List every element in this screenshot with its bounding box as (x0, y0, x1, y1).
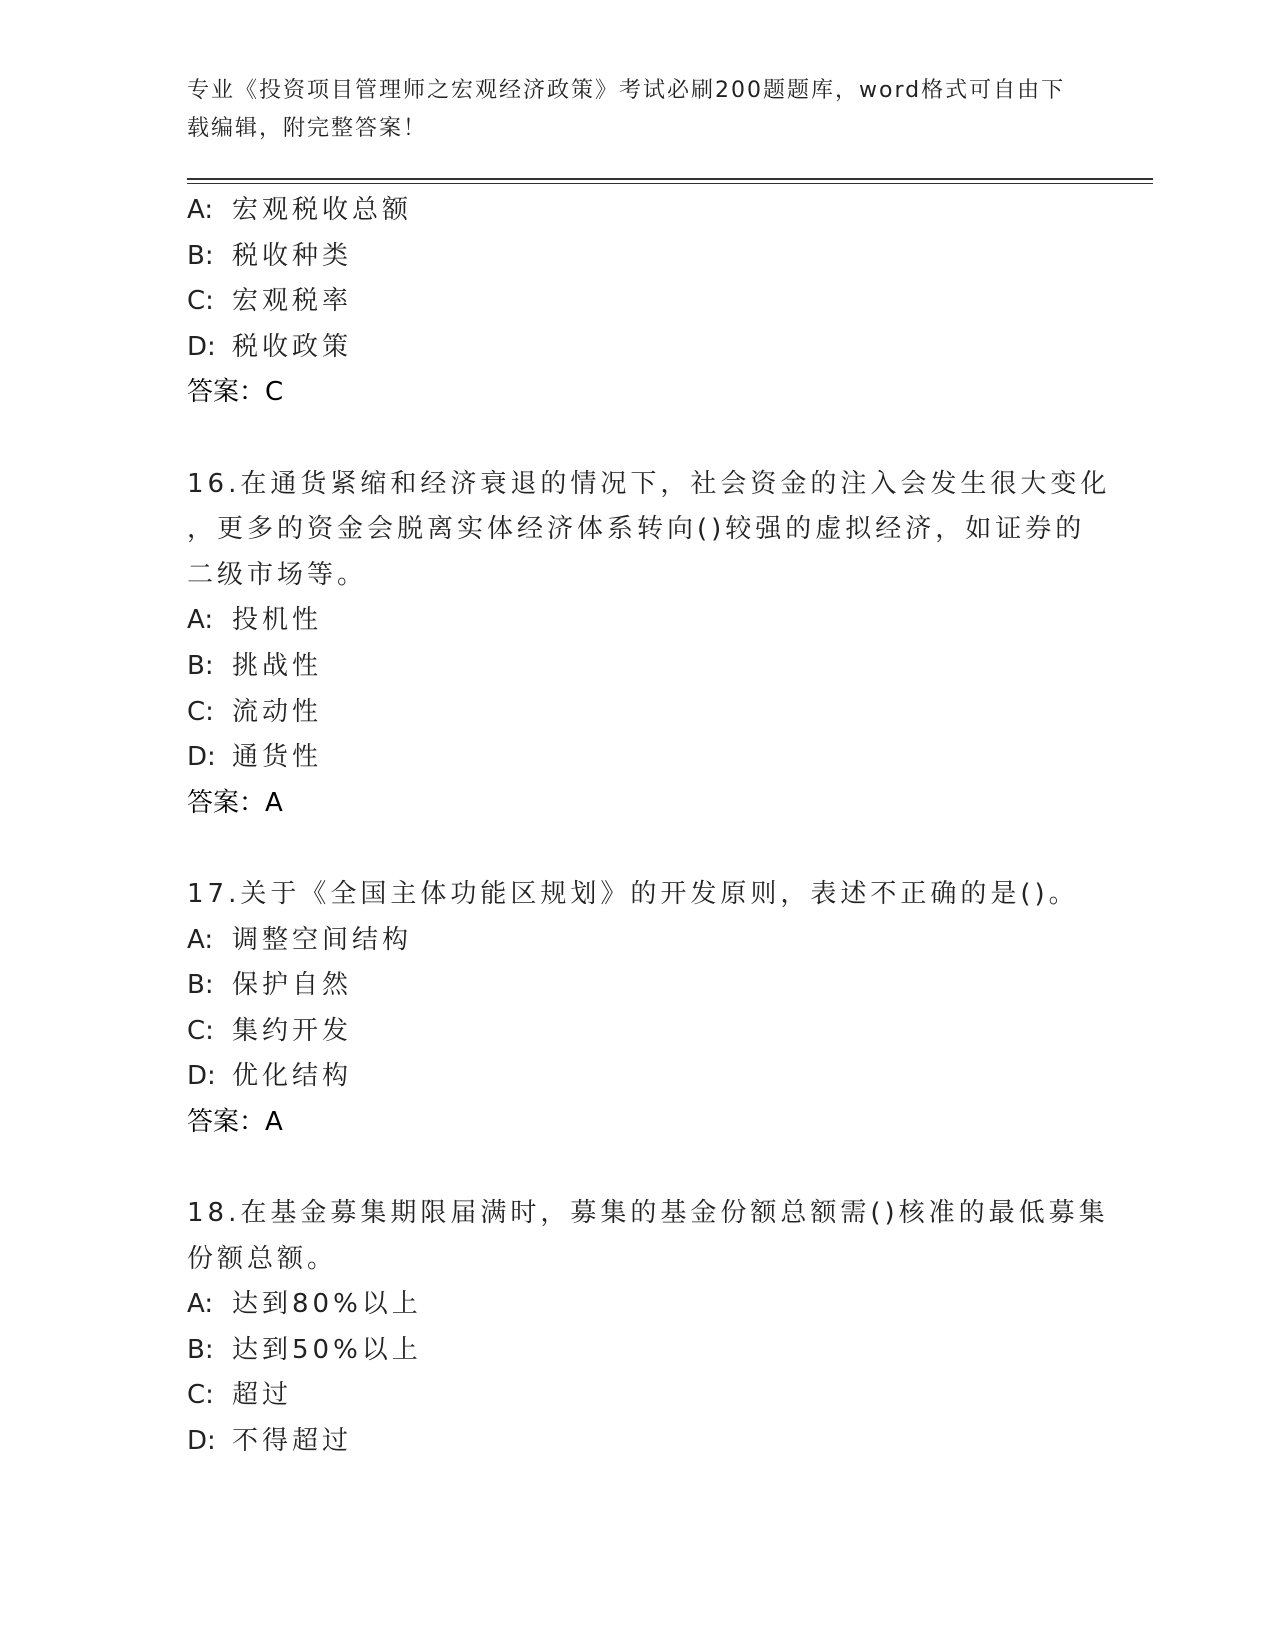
spacer (187, 416, 1087, 462)
option-letter: D: (187, 1426, 216, 1457)
option-text: 税收种类 (232, 240, 353, 271)
option-c (187, 1009, 1087, 1055)
option-letter: D: (187, 331, 216, 362)
option-letter: D: (187, 742, 216, 773)
answer-value: C (265, 377, 284, 408)
question-16-stem-line-1: 16.在通货紧缩和经济衰退的情况下，社会资金的注入会发生很大变化 (187, 468, 1111, 499)
option-c (187, 690, 1087, 736)
option-text: 超过 (232, 1380, 293, 1411)
option-letter: B: (187, 650, 214, 681)
option-text: 集约开发 (232, 1015, 353, 1046)
option-text: 宏观税收总额 (232, 195, 413, 225)
document-header: 专业《投资项目管理师之宏观经济政策》考试必刷200题题库，word格式可自由下载编辑，附完整答案！ (187, 78, 1066, 141)
option-d (187, 1054, 1087, 1100)
option-b (187, 963, 1087, 1009)
option-a (187, 918, 1087, 964)
option-c (187, 279, 1087, 325)
question-16 (187, 462, 1111, 827)
answer-line (187, 1100, 1087, 1146)
option-text: 优化结构 (232, 1061, 353, 1092)
option-d (187, 1419, 1087, 1465)
option-text: 不得超过 (232, 1426, 353, 1457)
option-letter: B: (187, 970, 214, 1001)
option-text: 达到50%以上 (232, 1334, 422, 1365)
option-d (187, 325, 1087, 371)
question-15-options (187, 188, 1087, 416)
option-letter: A: (187, 605, 214, 636)
spacer (187, 826, 1087, 872)
answer-label: 答案： (187, 1106, 266, 1137)
option-letter: C: (187, 696, 214, 727)
question-17-stem-line-1: 17.关于《全国主体功能区规划》的开发原则，表述不正确的是()。 (187, 878, 1079, 909)
option-text: 流动性 (232, 696, 323, 727)
option-b (187, 234, 1087, 280)
option-b (187, 644, 1087, 690)
option-a (187, 1282, 1087, 1328)
answer-value: A (265, 1106, 283, 1137)
answer-label: 答案： (187, 377, 266, 408)
answer-line (187, 781, 1087, 827)
option-letter: D: (187, 1061, 216, 1092)
option-letter: A: (187, 195, 214, 225)
option-letter: B: (187, 1334, 214, 1365)
option-letter: C: (187, 1380, 214, 1411)
option-b (187, 1328, 1087, 1374)
option-c (187, 1373, 1087, 1419)
spacer (187, 1145, 1087, 1191)
option-d (187, 735, 1087, 781)
option-a (187, 188, 1087, 234)
question-16-stem-line-2: ，更多的资金会脱离实体经济体系转向()较强的虚拟经济，如证券的 (187, 514, 1086, 545)
question-18 (187, 1191, 1109, 1465)
question-18-stem-line-2: 份额总额。 (187, 1243, 338, 1274)
option-text: 调整空间结构 (232, 924, 413, 955)
question-17 (187, 872, 1087, 1146)
option-letter: A: (187, 924, 214, 955)
header-rule-thin (187, 183, 1153, 184)
answer-line (187, 370, 1087, 416)
option-text: 挑战性 (232, 650, 323, 681)
option-text: 通货性 (232, 742, 323, 773)
option-text: 保护自然 (232, 970, 353, 1001)
option-text: 税收政策 (232, 331, 353, 362)
option-text: 宏观税率 (232, 286, 353, 317)
question-content (187, 188, 1111, 1465)
option-letter: C: (187, 1015, 214, 1046)
answer-value: A (265, 787, 283, 818)
option-text: 投机性 (232, 605, 323, 636)
option-letter: A: (187, 1289, 214, 1320)
question-18-stem-line-1: 18.在基金募集期限届满时，募集的基金份额总额需()核准的最低募集 (187, 1198, 1109, 1229)
answer-label: 答案： (187, 787, 266, 818)
option-letter: B: (187, 240, 214, 271)
option-letter: C: (187, 286, 214, 317)
question-16-stem-line-3: 二级市场等。 (187, 559, 368, 590)
option-a (187, 598, 1087, 644)
header-rule-thick (187, 178, 1153, 180)
option-text: 达到80%以上 (232, 1289, 422, 1320)
